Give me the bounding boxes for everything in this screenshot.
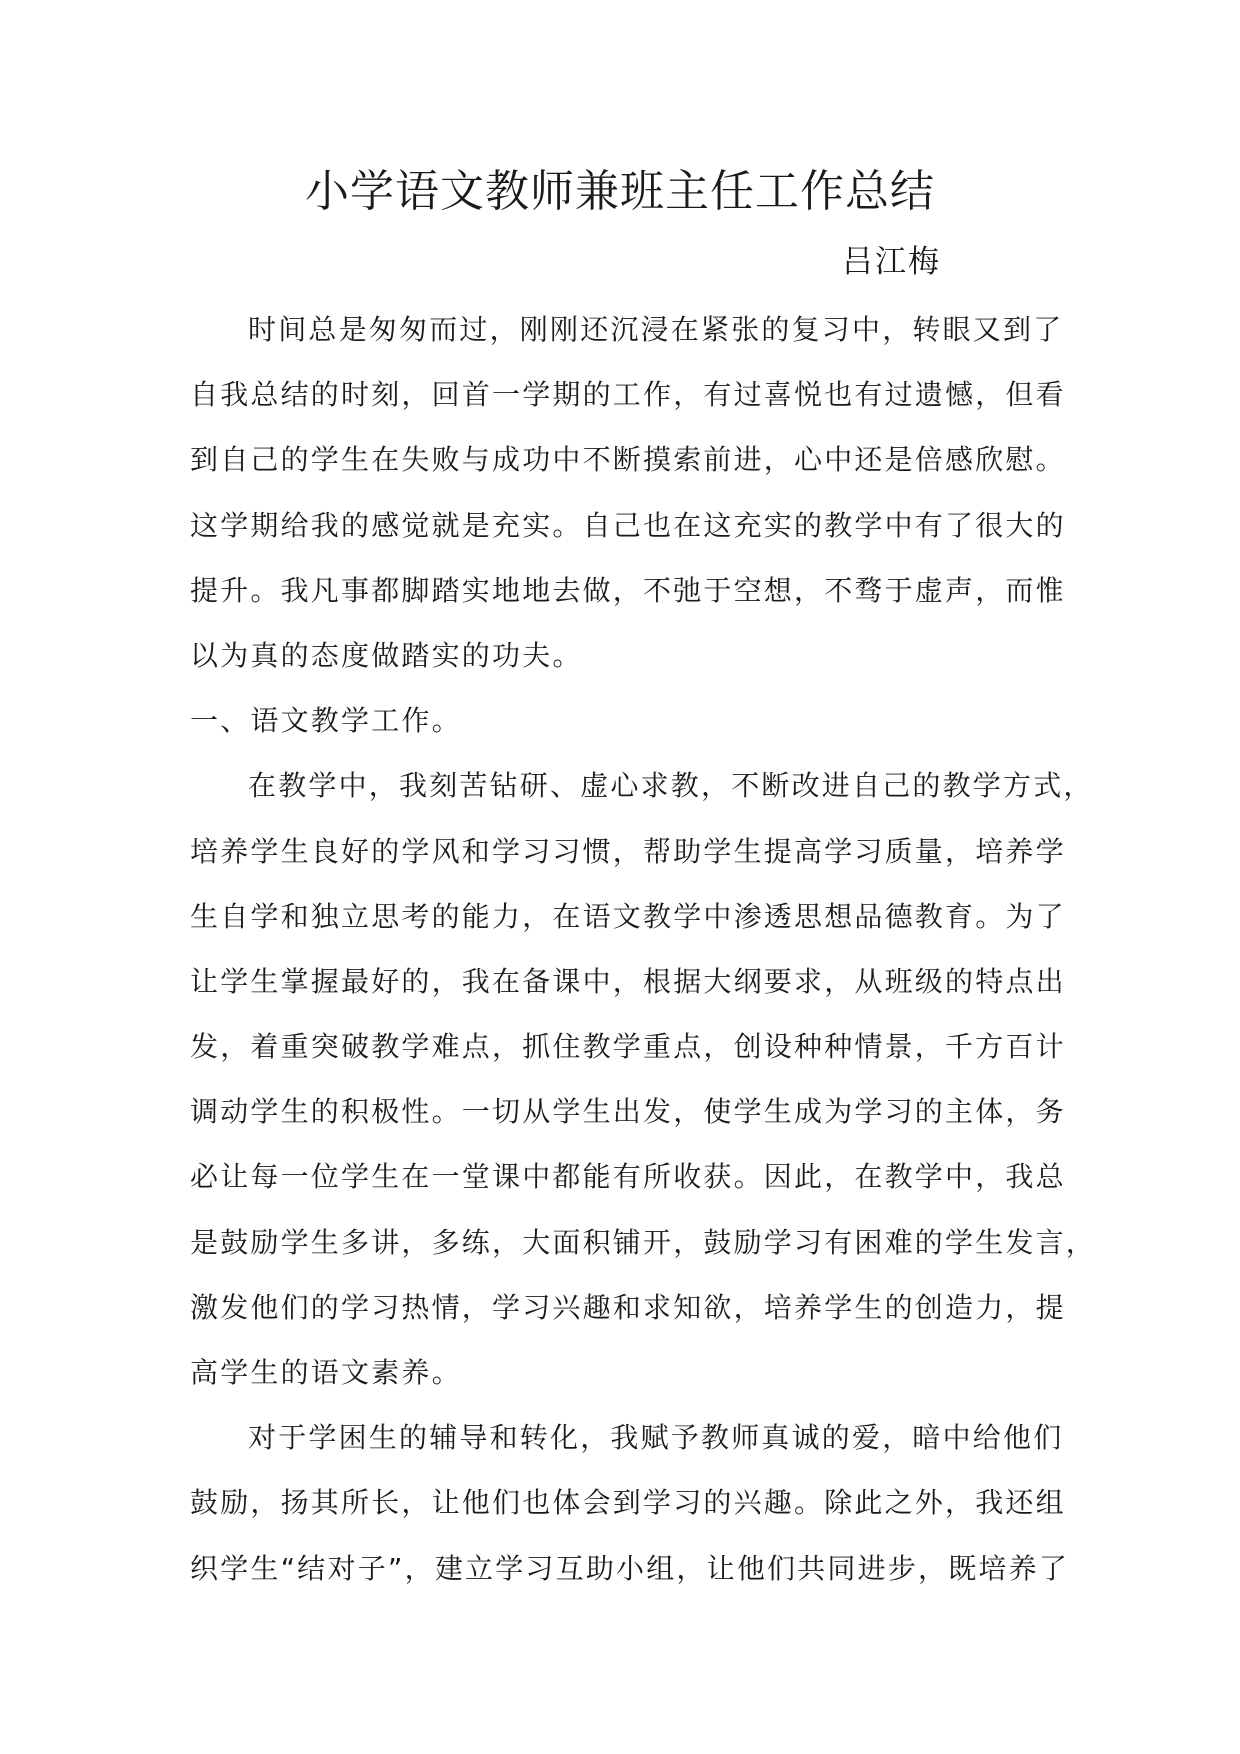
paragraph-line: 是鼓励学生多讲，多练，大面积铺开，鼓励学习有困难的学生发言， <box>190 1225 1097 1259</box>
paragraph-line: 必让每一位学生在一堂课中都能有所收获。因此，在教学中，我总 <box>190 1160 1066 1194</box>
paragraph-line: 时间总是匆匆而过，刚刚还沉浸在紧张的复习中，转眼又到了 <box>248 313 1064 346</box>
paragraph-line: 在教学中，我刻苦钻研、虚心求教，不断改进自己的教学方式， <box>248 769 1094 803</box>
document-body <box>190 297 1097 1601</box>
paragraph-line: 高学生的语文素养。 <box>190 1356 462 1389</box>
paragraph-line: 激发他们的学习热情，学习兴趣和求知欲，培养学生的创造力，提 <box>190 1290 1066 1324</box>
paragraph-line: 自我总结的时刻，回首一学期的工作，有过喜悦也有过遗憾，但看 <box>190 378 1066 412</box>
paragraph-line: 这学期给我的感觉就是充实。自己也在这充实的教学中有了很大的 <box>190 508 1066 542</box>
paragraph-line: 以为真的态度做踏实的功夫。 <box>190 638 583 672</box>
author-name: 吕江梅 <box>842 244 941 280</box>
paragraph-line: 对于学困生的辅导和转化，我赋予教师真诚的爱，暗中给他们 <box>248 1421 1064 1455</box>
paragraph-line: 鼓励，扬其所长，让他们也体会到学习的兴趣。除此之外，我还组 <box>190 1486 1066 1520</box>
document-title: 小学语文教师兼班主任工作总结 <box>305 166 935 217</box>
paragraph-line: 织学生“结对子”，建立学习互助小组，让他们共同进步，既培养了 <box>190 1551 1070 1585</box>
paragraph-line: 培养学生良好的学风和学习习惯，帮助学生提高学习质量，培养学 <box>190 834 1066 868</box>
paragraph-line: 让学生掌握最好的，我在备课中，根据大纲要求，从班级的特点出 <box>190 964 1066 998</box>
section-heading: 一、语文教学工作。 <box>190 704 462 738</box>
paragraph-line: 调动学生的积极性。一切从学生出发，使学生成为学习的主体，务 <box>190 1095 1066 1129</box>
paragraph-line: 生自学和独立思考的能力，在语文教学中渗透思想品德教育。为了 <box>190 899 1066 933</box>
paragraph-line: 到自己的学生在失败与成功中不断摸索前进，心中还是倍感欣慰。 <box>190 443 1066 477</box>
paragraph-line: 提升。我凡事都脚踏实地地去做，不弛于空想，不骛于虚声，而惟 <box>190 573 1066 607</box>
paragraph-line: 发，着重突破教学难点，抓住教学重点，创设种种情景，千方百计 <box>190 1030 1066 1064</box>
